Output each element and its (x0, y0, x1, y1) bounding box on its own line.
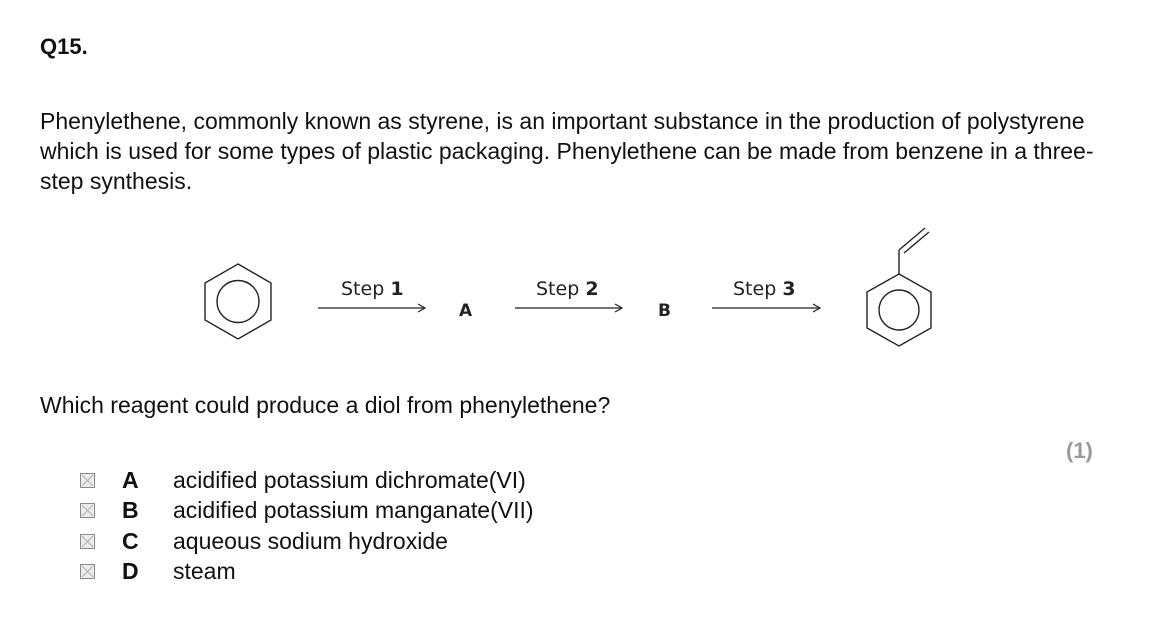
option-c[interactable] (80, 526, 534, 557)
step-1-arrow (318, 304, 425, 312)
option-letter: B (122, 497, 139, 524)
intermediate-a: A (459, 301, 473, 321)
benzene-ring-icon (205, 264, 271, 339)
intermediate-b: B (658, 301, 671, 321)
checkbox-icon[interactable] (80, 564, 95, 579)
checkbox-icon[interactable] (80, 503, 95, 518)
step-2-arrow (515, 304, 622, 312)
option-d[interactable] (80, 557, 534, 588)
phenylethene-structure-icon (867, 228, 931, 346)
option-letter: D (122, 558, 139, 585)
question-prompt: Which reagent could produce a diol from phenylethene? (40, 392, 611, 418)
reaction-scheme (0, 212, 1162, 362)
option-letter: C (122, 527, 139, 554)
option-text: acidified potassium manganate(VII) (173, 497, 534, 524)
checkbox-icon[interactable] (80, 534, 95, 549)
option-text: aqueous sodium hydroxide (173, 527, 448, 554)
option-text: steam (173, 558, 236, 585)
step-3-arrow (712, 304, 820, 312)
option-b[interactable] (80, 496, 534, 527)
step-2-label: Step 2 (536, 278, 599, 300)
marks-label: (1) (1066, 438, 1093, 463)
answer-options (80, 465, 534, 587)
step-3-label: Step 3 (733, 278, 796, 300)
question-number: Q15. (40, 34, 88, 59)
option-a[interactable] (80, 465, 534, 496)
question-stem: Phenylethene, commonly known as styrene, is an important substance in the production of polystyrene which is used for some types of plastic packaging. Phenylethene can be made from benzene in a three-step synthesis. (40, 108, 1094, 194)
checkbox-icon[interactable] (80, 473, 95, 488)
option-text: acidified potassium dichromate(VI) (173, 466, 526, 493)
option-letter: A (122, 466, 139, 493)
step-1-label: Step 1 (341, 278, 404, 300)
